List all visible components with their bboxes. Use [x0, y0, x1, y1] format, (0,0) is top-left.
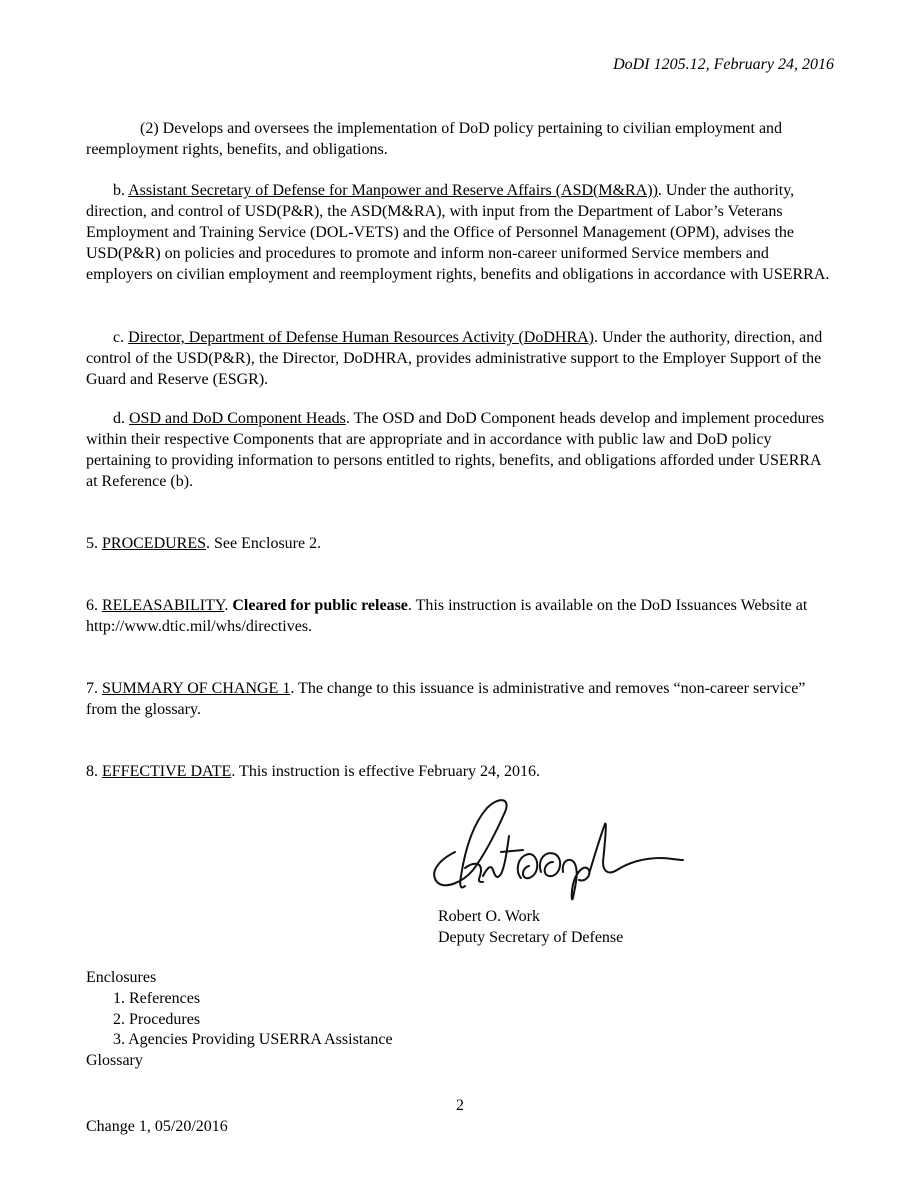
glossary-label: Glossary	[86, 1052, 143, 1070]
section-6-title: RELEASABILITY	[102, 597, 225, 614]
paragraph-d-title: OSD and DoD Component Heads	[129, 410, 346, 427]
section-5: 5. PROCEDURES. See Enclosure 2.	[86, 535, 322, 552]
document-header: DoDI 1205.12, February 24, 2016	[613, 56, 834, 73]
section-7: 7. SUMMARY OF CHANGE 1. The change to this issuance is administrative and removes “non-career service” from the glossary.	[86, 680, 806, 718]
paragraph-d: d. OSD and DoD Component Heads. The OSD and DoD Component heads develop and implement procedures within their respective Components that are appropriate and in accordance with public law and DoD policy pertaining to providing information to persons entitled to rights, benefits, and obligations afforded under USERRA at Reference (b).	[86, 410, 825, 490]
signature-image	[425, 790, 695, 905]
enclosure-item: 2. Procedures	[113, 1010, 201, 1028]
page-number: 2	[456, 1097, 464, 1114]
paragraph-b: b. Assistant Secretary of Defense for Manpower and Reserve Affairs (ASD(M&RA)). Under the authority, direction, and control of USD(P&R), the ASD(M&RA), with input from the Department of Labor’s Veterans Employment and Training Service (DOL-VETS) and the Office of Personnel Management (OPM), advises the USD(P&R) on policies and procedures to promote and inform non-career uniformed Service members and employers on civilian employment and reemployment rights, benefits and obligations in accordance with USERRA.	[86, 182, 830, 283]
section-5-title: PROCEDURES	[102, 535, 207, 552]
enclosure-item: 3. Agencies Providing USERRA Assistance	[113, 1031, 393, 1049]
enclosures-heading: Enclosures	[86, 969, 157, 986]
section-7-title: SUMMARY OF CHANGE 1	[102, 680, 291, 697]
paragraph-c-title: Director, Department of Defense Human Resources Activity (DoDHRA)	[128, 329, 594, 346]
section-8-title: EFFECTIVE DATE	[102, 763, 232, 780]
section-6: 6. RELEASABILITY. Cleared for public release. This instruction is available on the DoD Issuances Website at http://www.dtic.mil/whs/directives.	[86, 597, 808, 635]
section-8: 8. EFFECTIVE DATE. This instruction is effective February 24, 2016.	[86, 763, 541, 780]
paragraph-b-title: Assistant Secretary of Defense for Manpower and Reserve Affairs (ASD(M&RA))	[128, 182, 658, 199]
paragraph-c: c. Director, Department of Defense Human Resources Activity (DoDHRA). Under the authority, direction, and control of the USD(P&R), the Director, DoDHRA, provides administrative support to the Employer Support of the Guard and Reserve (ESGR).	[86, 329, 823, 388]
signatory-name: Robert O. Work	[438, 908, 540, 925]
paragraph-a2: (2) Develops and oversees the implementation of DoD policy pertaining to civilian employment and reemployment rights, benefits, and obligations.	[86, 120, 783, 158]
change-footer: Change 1, 05/20/2016	[86, 1118, 228, 1135]
enclosures-list	[86, 968, 393, 1072]
enclosure-item: 1. References	[113, 989, 201, 1007]
signatory-title: Deputy Secretary of Defense	[438, 929, 624, 946]
release-statement: Cleared for public release	[232, 597, 408, 614]
